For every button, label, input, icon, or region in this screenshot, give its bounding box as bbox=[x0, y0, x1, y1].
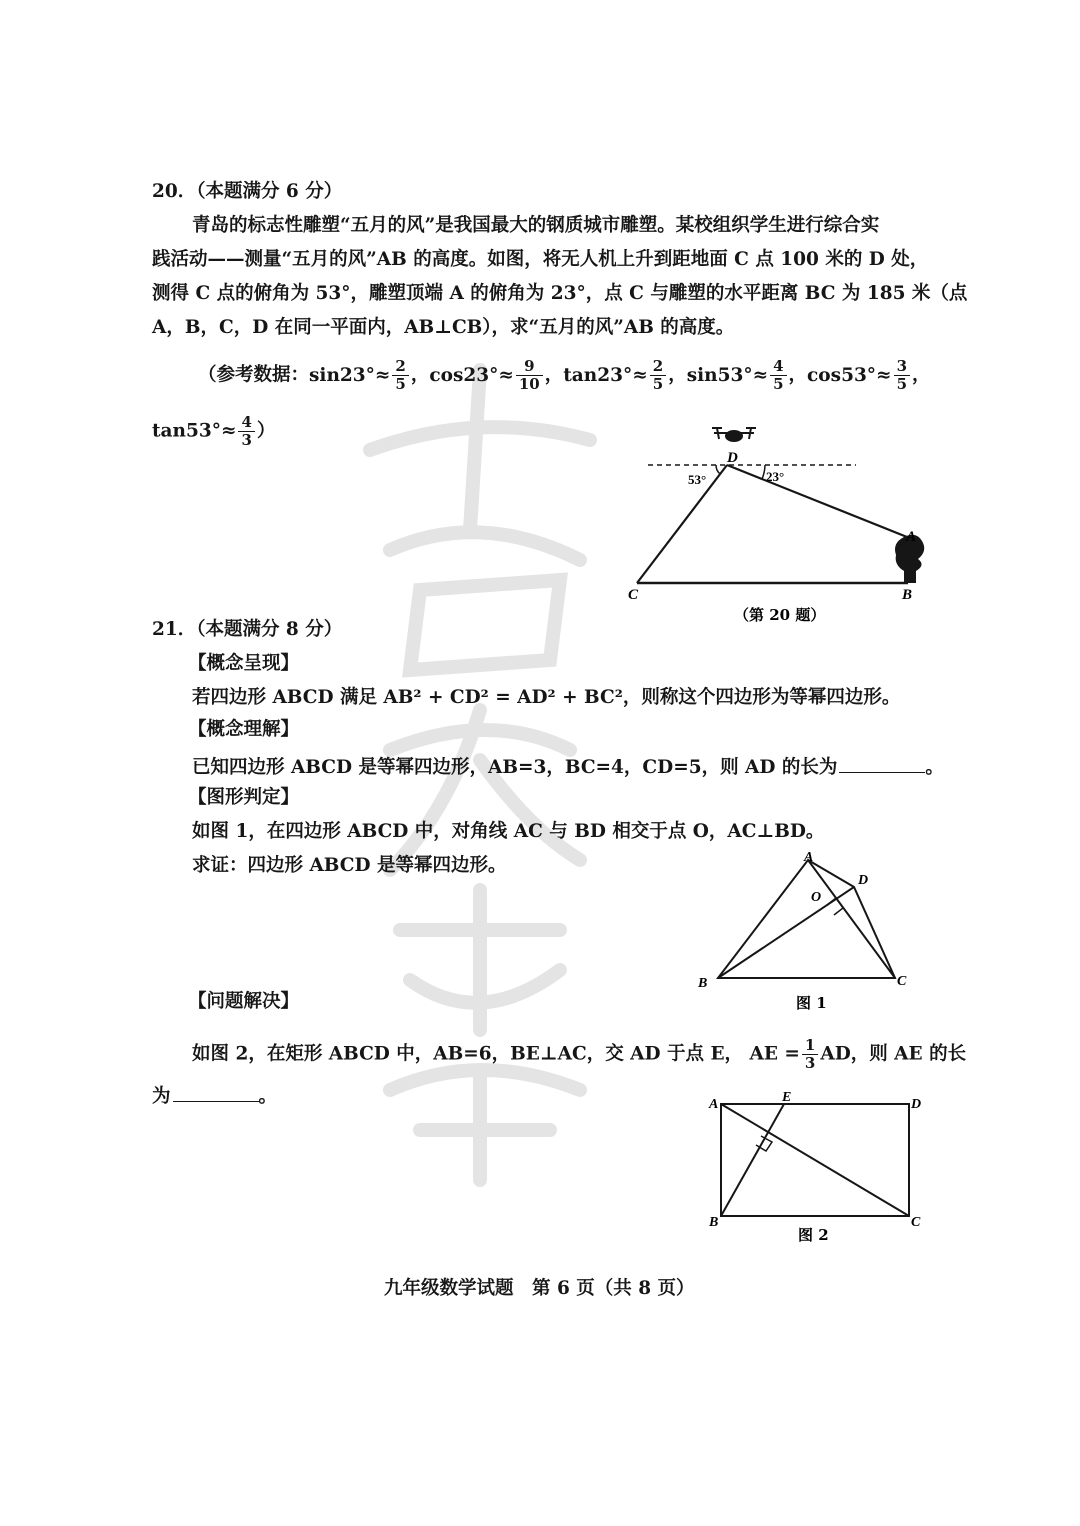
fig1-label-A: A bbox=[804, 850, 814, 865]
ref-tan53: tan53°≈ $\frac{4}{3}$ ） bbox=[152, 413, 276, 449]
fig2-caption: 图 2 bbox=[798, 1226, 829, 1244]
label-C: C bbox=[628, 587, 639, 603]
q20-figure bbox=[620, 415, 940, 630]
segment-BE bbox=[721, 1104, 784, 1216]
solving-text-line1: 如图 2，在矩形 ABCD 中，AB=6，BE⊥AC，交 AD 于点 E， AE = $\frac{1}{3}$ AD，则 AE 的长 bbox=[192, 1036, 967, 1072]
fig1-caption: 图 1 bbox=[796, 994, 827, 1012]
answer-blank-2[interactable] bbox=[173, 1083, 259, 1102]
concept-text: 若四边形 ABCD 满足 AB² + CD² = AD² + BC²，则称这个四边形为等幂四边形。 bbox=[192, 687, 901, 708]
q20-text-line2: 践活动——测量“五月的风”AB 的高度。如图，将无人机上升到距地面 C 点 100 米的 D 处， bbox=[152, 249, 929, 270]
q21-header: 21．（本题满分 8 分） bbox=[152, 619, 343, 640]
label-B: B bbox=[902, 587, 913, 603]
solving-text-line2: 为 。 bbox=[152, 1083, 277, 1110]
fig2-label-B: B bbox=[709, 1215, 719, 1230]
figure-1 bbox=[690, 845, 920, 1015]
diagonal-AC bbox=[721, 1104, 909, 1216]
q20-text-line4: A，B，C，D 在同一平面内，AB⊥CB），求“五月的风”AB 的高度。 bbox=[152, 317, 735, 338]
judgement-text1: 如图 1，在四边形 ABCD 中，对角线 AC 与 BD 相交于点 O，AC⊥BD。 bbox=[192, 821, 825, 842]
angle-label-53: 53° bbox=[688, 472, 707, 487]
fig2-label-E: E bbox=[782, 1090, 792, 1105]
fig1-label-O: O bbox=[811, 890, 822, 905]
page-footer: 九年级数学试题 第 6 页（共 8 页） bbox=[384, 1278, 695, 1299]
q20-text-line3: 测得 C 点的俯角为 53°，雕塑顶端 A 的俯角为 23°，点 C 与雕塑的水平距离 BC 为 185 米（点 bbox=[152, 283, 968, 304]
section-title-judgement: 【图形判定】 bbox=[188, 787, 300, 808]
figure-2 bbox=[700, 1088, 930, 1250]
fig2-label-A: A bbox=[709, 1097, 719, 1112]
answer-blank-1[interactable] bbox=[839, 754, 925, 773]
ref-tan23: tan23°≈ $\frac{2}{5}$ bbox=[563, 365, 668, 386]
section-title-concept: 【概念呈现】 bbox=[188, 653, 300, 674]
q20-header: 20．（本题满分 6 分） bbox=[152, 181, 343, 202]
fig1-label-B: B bbox=[698, 976, 708, 991]
ref-sin23: sin23°≈ $\frac{2}{5}$ bbox=[309, 365, 411, 386]
fig1-label-D: D bbox=[858, 873, 869, 888]
angle-arc-23 bbox=[762, 465, 765, 479]
ref-sin53: sin53°≈ $\frac{4}{5}$ bbox=[687, 365, 789, 386]
judgement-text2: 求证：四边形 ABCD 是等幂四边形。 bbox=[192, 855, 507, 876]
ref-cos53: cos53°≈ $\frac{3}{5}$ bbox=[807, 365, 912, 386]
reference-prefix: （参考数据： bbox=[198, 364, 310, 386]
fig1-label-C: C bbox=[897, 974, 907, 989]
q20-text-line1: 青岛的标志性雕塑“五月的风”是我国最大的钢质城市雕塑。某校组织学生进行综合实 bbox=[192, 215, 880, 236]
fig2-label-C: C bbox=[911, 1215, 921, 1230]
drone-icon bbox=[712, 428, 756, 441]
ref-cos23: cos23°≈ $\frac{9}{10}$ bbox=[429, 365, 544, 386]
section-title-understanding: 【概念理解】 bbox=[188, 719, 300, 740]
section-title-solving: 【问题解决】 bbox=[188, 991, 300, 1012]
segment-DA bbox=[727, 465, 912, 539]
diagonal-AC bbox=[808, 860, 895, 978]
segment-DC bbox=[637, 465, 727, 583]
angle-arc-53 bbox=[716, 465, 720, 474]
angle-label-23: 23° bbox=[766, 469, 785, 484]
understanding-text: 已知四边形 ABCD 是等幂四边形，AB=3，BC=4，CD=5，则 AD 的长为 。 bbox=[192, 754, 944, 781]
label-D: D bbox=[727, 450, 738, 466]
q20-figure-caption: （第 20 题） bbox=[734, 606, 826, 624]
label-A: A bbox=[906, 529, 917, 545]
q20-reference-data: （参考数据：sin23°≈ $\frac{2}{5}$ ，cos23°≈ $\frac{9}{10}$ ，tan23°≈ $\frac{2}{5}$ ，sin53°≈ $\frac{4}{5}$ ，cos53°≈ $\frac{3}{5}$ ， bbox=[198, 357, 931, 393]
fig2-label-D: D bbox=[911, 1097, 922, 1112]
